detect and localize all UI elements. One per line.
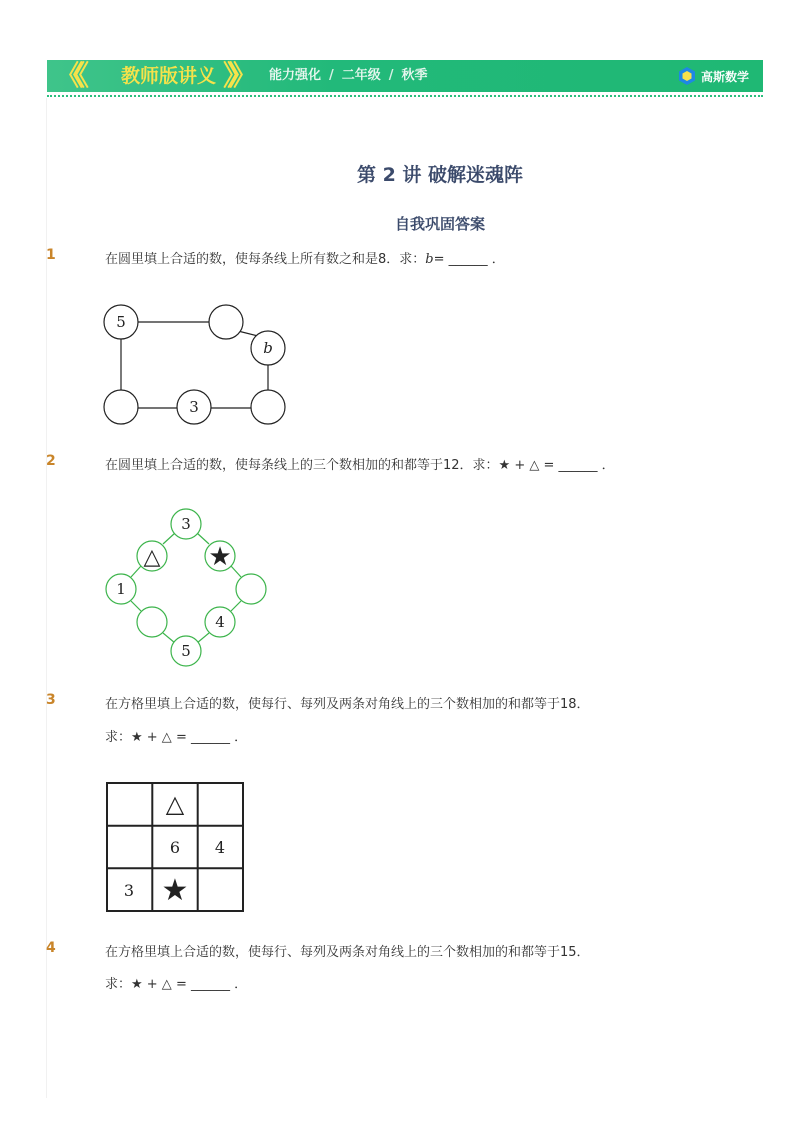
- header-divider: [47, 95, 763, 97]
- star-icon: ★: [208, 542, 232, 572]
- right-chevrons-icon: 》》: [223, 59, 250, 92]
- question-text: 在圆里填上合适的数，使每条线上的三个数相加的和都等于12．求：★ + △ = ______ ．: [105, 458, 615, 473]
- variable-b: b: [425, 252, 434, 267]
- circle-label: 3: [189, 398, 199, 416]
- header-title: 教师版讲义: [121, 65, 217, 87]
- circle-label: 5: [181, 642, 191, 660]
- logo-text: 高斯数学: [700, 69, 749, 84]
- circle-node: [236, 574, 266, 604]
- triangle-icon: △: [165, 790, 185, 818]
- circle-label: 3: [181, 515, 191, 533]
- logo-icon: [677, 66, 697, 86]
- grid-figure: [100, 776, 250, 918]
- circle-node: [137, 607, 167, 637]
- breadcrumb-item: 能力强化: [269, 68, 322, 83]
- question-ask: 求：★ + △ = ______ ．: [105, 977, 248, 992]
- circle-rectangle-figure: [100, 298, 300, 428]
- circle-node: [209, 305, 243, 339]
- question-text: 在方格里填上合适的数，使每行、每列及两条对角线上的三个数相加的和都等于15．: [105, 945, 590, 960]
- question-text: [105, 248, 505, 267]
- triangle-icon: △: [143, 545, 161, 570]
- header-breadcrumb: [269, 60, 428, 92]
- star-icon: ★: [161, 873, 189, 908]
- question-number: 3: [46, 692, 56, 708]
- brand-logo: [677, 64, 749, 88]
- circle-label: 1: [116, 580, 126, 598]
- page-subtitle: 自我巩固答案: [394, 215, 485, 233]
- grid-cell-value: 6: [169, 838, 181, 857]
- question-text: 在方格里填上合适的数，使每行、每列及两条对角线上的三个数相加的和都等于18．: [105, 697, 590, 712]
- question-number: 2: [46, 453, 56, 469]
- breadcrumb-item: 秋季: [401, 68, 428, 83]
- circle-diamond-figure: [100, 505, 275, 670]
- grid-cell-value: 4: [214, 838, 226, 857]
- breadcrumb-separator: /: [329, 68, 334, 83]
- circle-node: [104, 390, 138, 424]
- breadcrumb-item: 二年级: [341, 68, 381, 83]
- circle-label: 5: [116, 313, 126, 331]
- question-text-part: = ______ ．: [433, 252, 505, 267]
- circle-label: b: [263, 339, 273, 357]
- page-title: 第 2 讲 破解迷魂阵: [356, 164, 524, 186]
- question-text-part: 在圆里填上合适的数，使每条线上所有数之和是8．求：: [105, 252, 426, 267]
- breadcrumb-separator: /: [388, 68, 394, 83]
- circle-node: [251, 390, 285, 424]
- question-number: 4: [46, 940, 56, 956]
- circle-label: 4: [215, 613, 225, 631]
- grid-cell-value: 3: [123, 881, 135, 900]
- header-banner: [47, 60, 763, 92]
- question-ask: 求：★ + △ = ______ ．: [105, 730, 248, 745]
- left-chevrons-icon: 《《: [55, 59, 82, 92]
- question-number: 1: [46, 247, 56, 263]
